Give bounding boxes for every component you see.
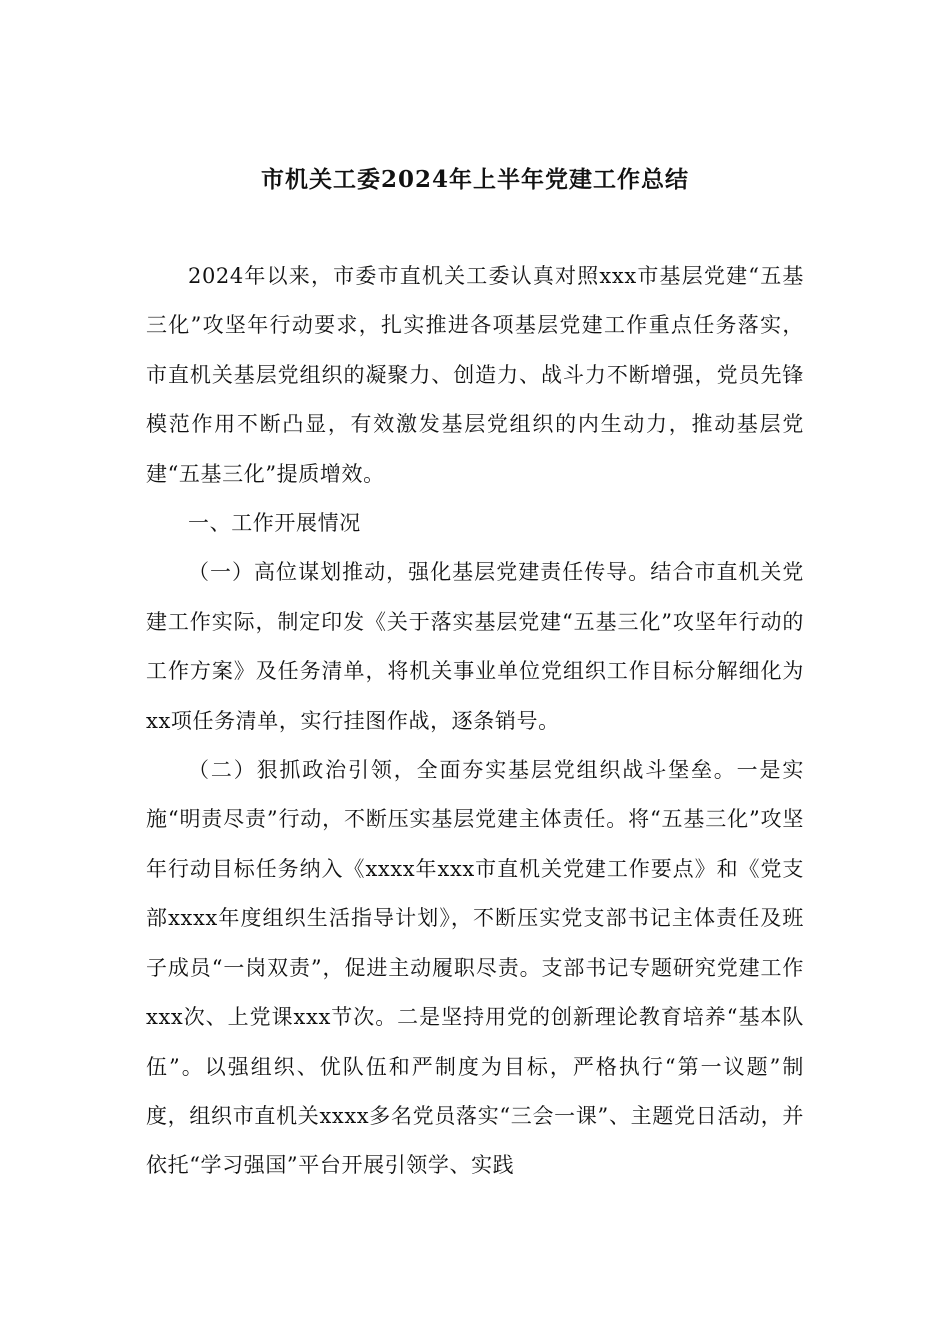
document-title: 市机关工委2024年上半年党建工作总结 — [260, 166, 689, 193]
document-body — [146, 252, 804, 1191]
subsection-1-paragraph: （一）高位谋划推动，强化基层党建责任传导。结合市直机关党建工作实际，制定印发《关于落实基层党建“五基三化”攻坚年行动的工作方案》及任务清单，将机关事业单位党组织工作目标分解细化为xx项任务清单，实行挂图作战，逐条销号。 — [146, 560, 804, 733]
intro-paragraph: 2024年以来，市委市直机关工委认真对照xxx市基层党建“五基三化”攻坚年行动要求，扎实推进各项基层党建工作重点任务落实，市直机关基层党组织的凝聚力、创造力、战斗力不断增强，党员先锋模范作用不断凸显，有效激发基层党组织的内生动力，推动基层党建“五基三化”提质增效。 — [146, 264, 804, 486]
subsection-2-paragraph: （二）狠抓政治引领，全面夯实基层党组织战斗堡垒。一是实施“明责尽责”行动，不断压实基层党建主体责任。将“五基三化”攻坚年行动目标任务纳入《xxxx年xxx市直机关党建工作要点》和《党支部xxxx年度组织生活指导计划》，不断压实党支部书记主体责任及班子成员“一岗双责”，促进主动履职尽责。支部书记专题研究党建工作xxx次、上党课xxx节次。二是坚持用党的创新理论教育培养“基本队伍”。以强组织、优队伍和严制度为目标，严格执行“第一议题”制度，组织市直机关xxxx多名党员落实“三会一课”、主题党日活动，并依托“学习强国”平台开展引领学、实践 — [146, 758, 804, 1178]
section-heading: 一、工作开展情况 — [188, 511, 361, 536]
